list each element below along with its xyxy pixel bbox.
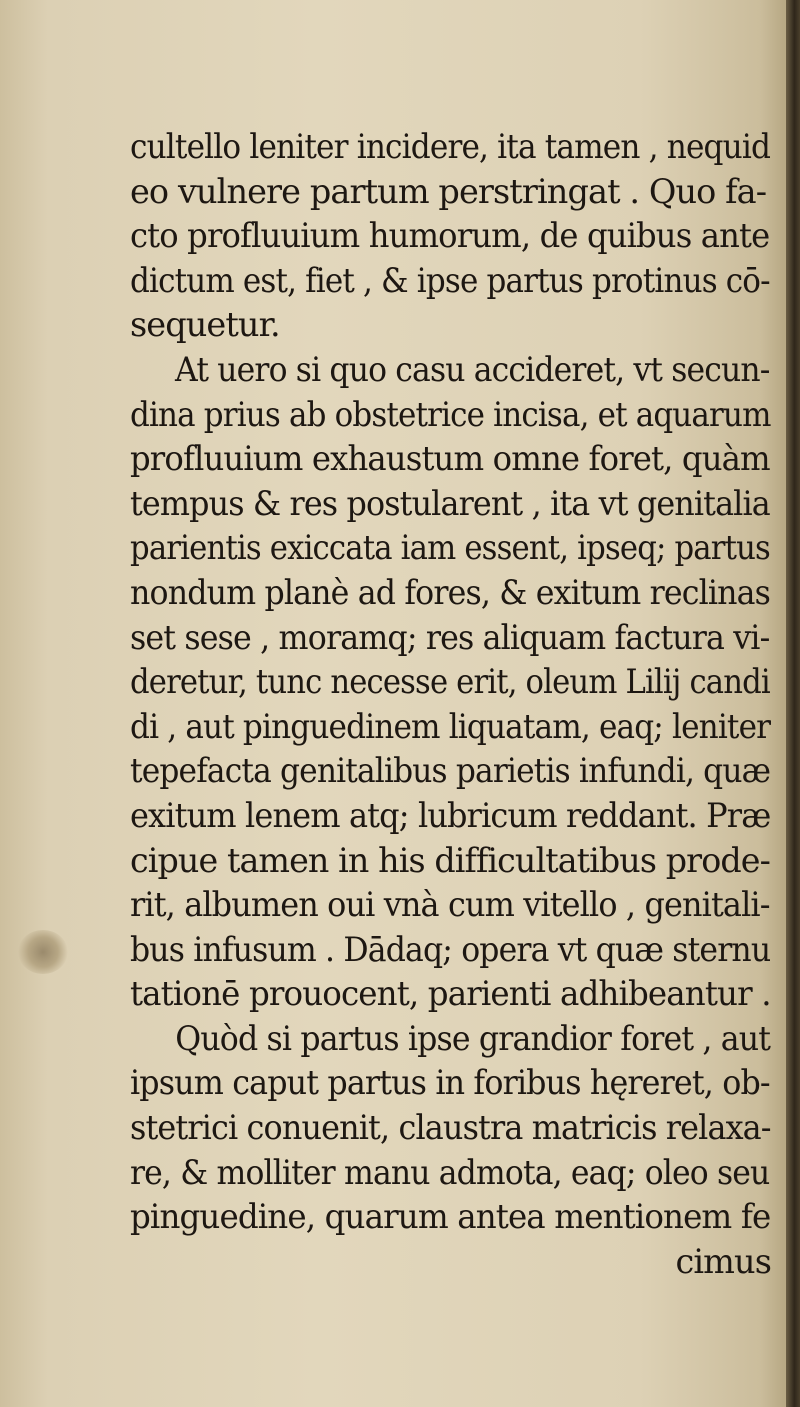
text-line: tempus & res postularent , ita vt genitalia — [130, 483, 770, 523]
text-line: cultello leniter incidere, ita tamen , nequid — [130, 127, 771, 166]
paragraph-start-line: Quòd si partus ipse grandior foret , aut — [175, 1018, 771, 1058]
text-line: parientis exiccata iam essent, ipseq; partus — [130, 528, 770, 568]
text-line: tepefacta genitalibus parietis infundi, quæ — [130, 751, 771, 791]
paragraph-start-line: At uero si quo casu accideret, vt secun- — [175, 349, 770, 389]
text-line: stetrici conuenit, claustra matricis relaxa- — [130, 1108, 771, 1148]
text-line: eo vulnere partum perstringat . Quo fa- — [130, 171, 767, 211]
text-line: nondum planè ad fores, & exitum reclinas — [130, 572, 771, 612]
text-line: dina prius ab obstetrice incisa, et aquarum — [130, 394, 771, 434]
text-line: deretur, tunc necesse erit, oleum Lilij candi — [130, 662, 770, 702]
text-line: set sese , moramq; res aliquam factura vi- — [130, 617, 770, 657]
text-line: pinguedine, quarum antea mentionem fe — [130, 1197, 771, 1237]
text-line: exitum lenem atq; lubricum reddant. Præ — [130, 795, 771, 835]
text-block — [130, 125, 775, 1284]
text-line: ipsum caput partus in foribus hęreret, ob- — [130, 1063, 770, 1103]
text-line: cipue tamen in his difficultatibus prode- — [130, 840, 770, 880]
text-line: re, & molliter manu admota, eaq; oleo seu — [130, 1152, 770, 1192]
text-line: di , aut pinguedinem liquatam, eaq; leniter — [130, 706, 771, 746]
text-line: dictum est, fiet , & ipse partus protinus cō- — [130, 260, 770, 300]
text-line: sequetur. — [130, 305, 280, 345]
text-line: profluuium exhaustum omne foret, quàm — [130, 439, 770, 479]
text-line: cto profluuium humorum, de quibus ante — [130, 216, 770, 256]
paper-stain — [18, 930, 68, 974]
text-line: bus infusum . Dādaq; opera vt quæ sternu — [130, 929, 771, 969]
catchword: cimus — [675, 1241, 771, 1281]
page-edge-shadow — [786, 0, 800, 1407]
text-line: tationē prouocent, parienti adhibeantur . — [130, 974, 771, 1014]
text-line: rit, albumen oui vnà cum vitello , genitali- — [130, 885, 770, 925]
